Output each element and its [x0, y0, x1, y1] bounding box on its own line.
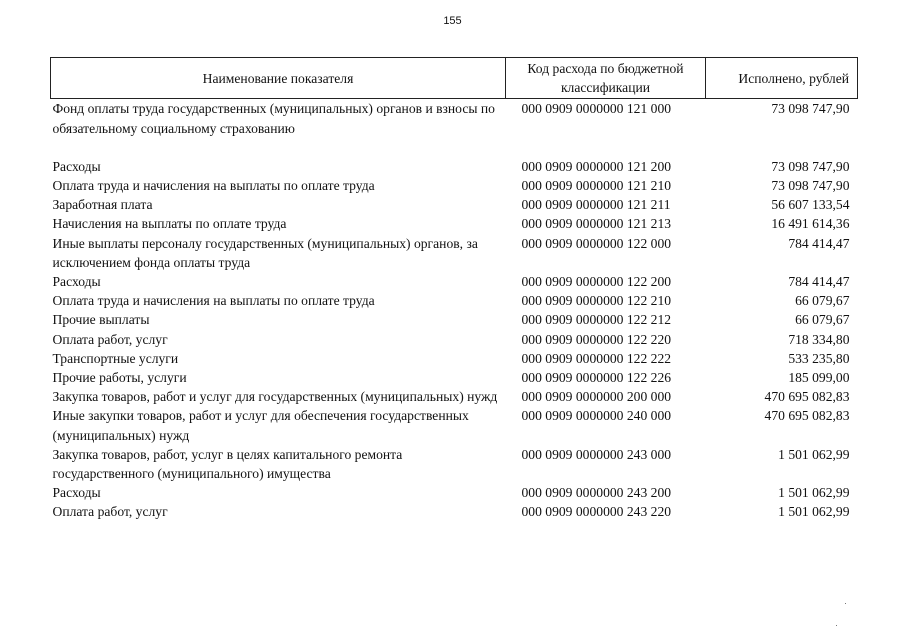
row-amount: 66 079,67	[795, 293, 850, 309]
row-name: Оплата работ, услуг	[52, 331, 168, 347]
table-row	[51, 157, 858, 176]
header-name: Наименование показателя	[51, 58, 506, 99]
row-name: Закупка товаров, работ и услуг для государственных (муниципальных) нужд	[52, 389, 498, 405]
row-name: Прочие работы, услуги	[52, 370, 187, 386]
row-code: 000 0909 0000000 122 220	[521, 331, 672, 347]
row-name: Иные выплаты персоналу государственных (муниципальных) органов, за исключением фонда оплаты труда	[52, 235, 478, 270]
row-name: Расходы	[52, 274, 101, 290]
table-row	[51, 176, 858, 195]
row-name: Расходы	[52, 485, 101, 501]
row-amount: 16 491 614,36	[771, 216, 850, 232]
row-name: Закупка товаров, работ, услуг в целях капитального ремонта государственного (муниципального) имущества	[52, 446, 403, 482]
row-amount: 1 501 062,99	[778, 446, 850, 462]
row-code: 000 0909 0000000 200 000	[521, 389, 672, 405]
row-code: 000 0909 0000000 122 226	[521, 370, 672, 386]
row-amount: 470 695 082,83	[764, 389, 850, 405]
table-row	[51, 214, 858, 233]
row-name: Оплата труда и начисления на выплаты по оплате труда	[52, 178, 375, 194]
row-amount: 185 099,00	[788, 370, 850, 386]
row-name: Иные закупки товаров, работ и услуг для обеспечения государственных (муниципальных) нужд	[52, 408, 469, 443]
table-row	[51, 406, 858, 444]
header-code: Код расхода по бюджетной классификации	[506, 58, 706, 99]
row-amount: 533 235,80	[788, 350, 850, 366]
expenditure-table	[50, 57, 858, 522]
scan-speck	[845, 603, 846, 604]
table-row	[51, 445, 858, 483]
row-amount: 56 607 133,54	[771, 197, 850, 213]
row-code: 000 0909 0000000 121 000	[521, 101, 672, 117]
row-code: 000 0909 0000000 243 200	[521, 485, 672, 501]
row-amount: 73 098 747,90	[771, 178, 850, 194]
row-code: 000 0909 0000000 122 212	[521, 312, 672, 328]
page-number: 155	[443, 15, 462, 27]
row-amount: 66 079,67	[795, 312, 850, 328]
table-row	[51, 195, 858, 214]
row-name: Оплата труда и начисления на выплаты по оплате труда	[52, 293, 375, 309]
row-code: 000 0909 0000000 122 222	[521, 350, 672, 366]
row-name: Фонд оплаты труда государственных (муниципальных) органов и взносы по обязательному социальному страхованию	[52, 101, 495, 136]
row-amount: 784 414,47	[788, 235, 850, 251]
table-row	[51, 387, 858, 406]
row-name: Расходы	[52, 158, 101, 174]
table-row	[51, 368, 858, 387]
row-name: Оплата работ, услуг	[52, 504, 168, 520]
row-name: Транспортные услуги	[52, 350, 179, 366]
row-amount: 784 414,47	[788, 274, 850, 290]
row-code: 000 0909 0000000 121 211	[521, 197, 671, 213]
row-code: 000 0909 0000000 121 200	[521, 158, 672, 174]
table-row	[51, 291, 858, 310]
table-row	[51, 349, 858, 368]
table-row	[51, 234, 858, 272]
table-row	[51, 310, 858, 329]
row-code: 000 0909 0000000 121 213	[521, 216, 672, 232]
table-row	[51, 502, 858, 521]
row-code: 000 0909 0000000 243 220	[521, 504, 672, 520]
row-amount: 1 501 062,99	[778, 485, 850, 501]
row-code: 000 0909 0000000 243 000	[521, 446, 672, 462]
row-code: 000 0909 0000000 122 200	[521, 274, 672, 290]
row-amount: 1 501 062,99	[778, 504, 850, 520]
table-row	[51, 272, 858, 291]
row-code: 000 0909 0000000 121 210	[521, 178, 672, 194]
table-row	[51, 483, 858, 502]
row-amount: 470 695 082,83	[764, 408, 850, 424]
row-name: Заработная плата	[52, 197, 153, 213]
row-code: 000 0909 0000000 122 210	[521, 293, 672, 309]
table-row	[51, 99, 858, 157]
header-amount: Исполнено, рублей	[706, 58, 858, 99]
row-name: Начисления на выплаты по оплате труда	[52, 216, 287, 232]
row-code: 000 0909 0000000 122 000	[521, 235, 672, 251]
table-header-row	[51, 58, 858, 99]
row-amount: 73 098 747,90	[771, 101, 850, 117]
row-amount: 718 334,80	[788, 331, 850, 347]
row-amount: 73 098 747,90	[771, 158, 850, 174]
table-row	[51, 330, 858, 349]
row-name: Прочие выплаты	[52, 312, 150, 328]
row-code: 000 0909 0000000 240 000	[521, 408, 672, 424]
scan-speck	[836, 625, 837, 626]
